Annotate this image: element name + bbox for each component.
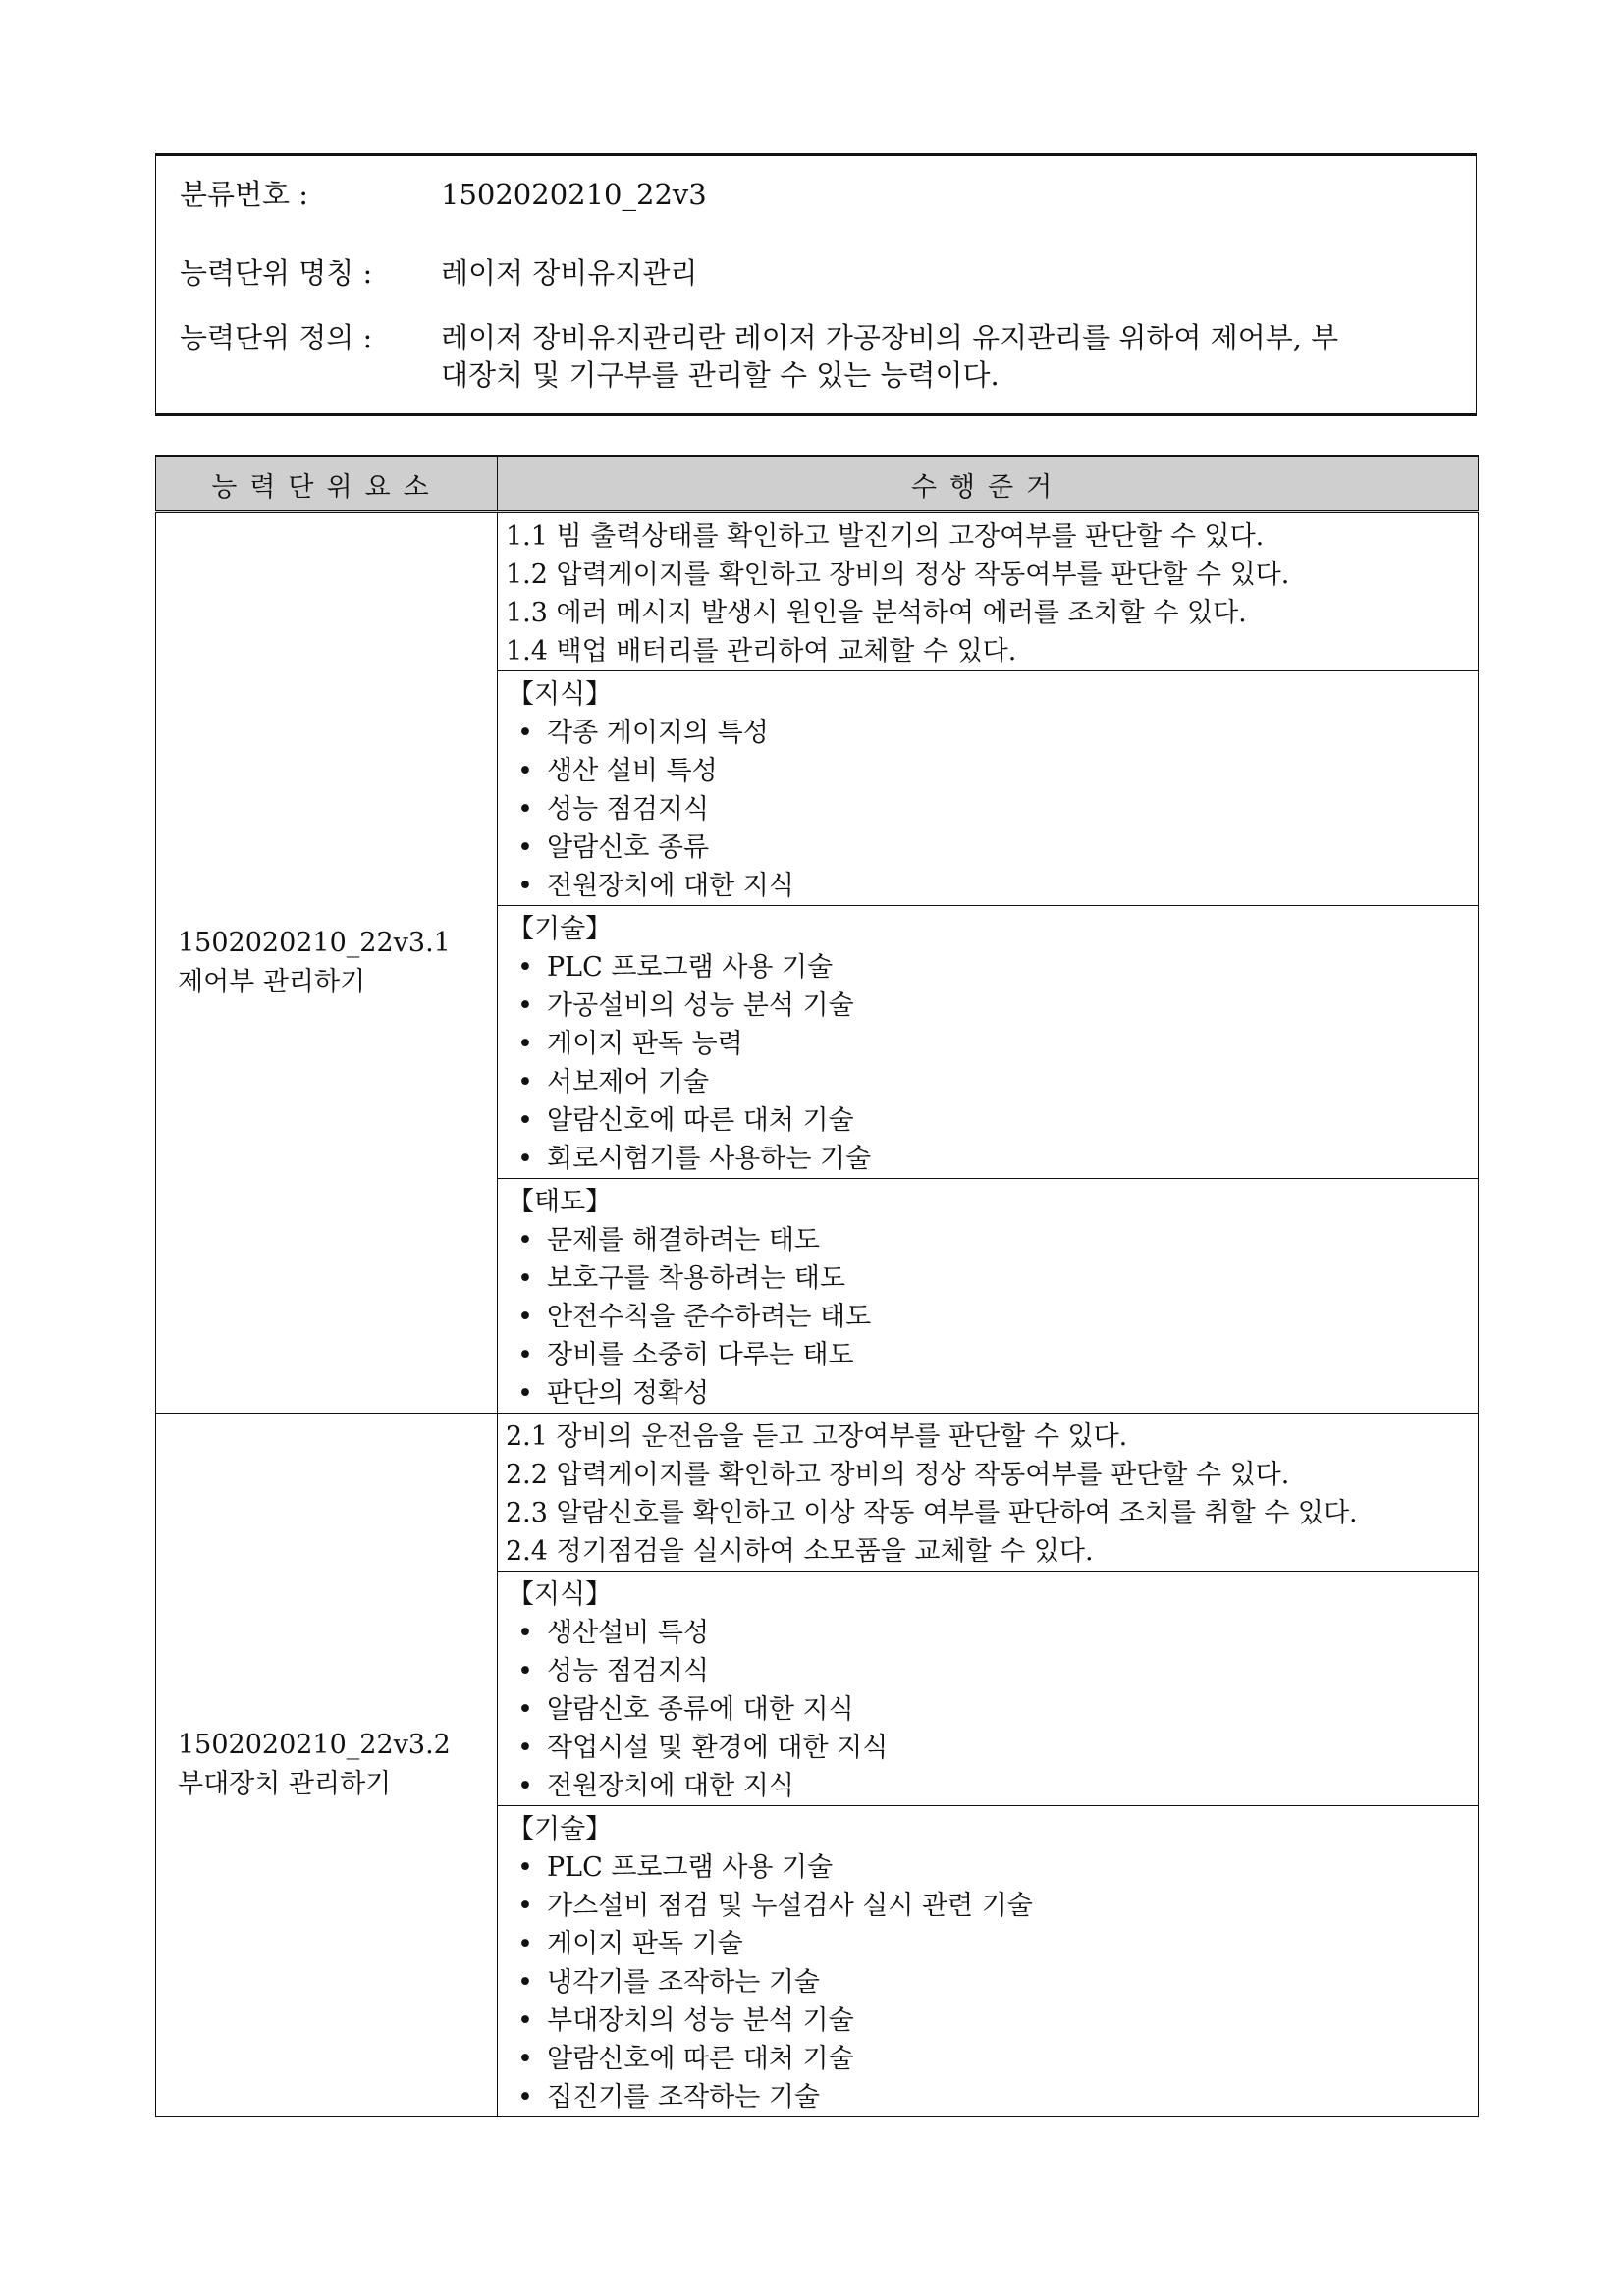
bullet: •	[517, 1144, 533, 1174]
bullet: •	[517, 756, 533, 786]
list-item	[506, 948, 1468, 987]
criteria-section	[498, 512, 1479, 671]
list-item-text: 알람신호 종류에 대한 지식	[547, 1694, 854, 1725]
list-item	[506, 1336, 1468, 1374]
list-item	[506, 2040, 1468, 2078]
bullet: •	[517, 1694, 533, 1725]
list-item	[506, 1140, 1468, 1178]
performance-criteria-table	[155, 455, 1479, 2117]
list-item-text: 집진기를 조작하는 기술	[547, 2082, 820, 2112]
bullet: •	[517, 952, 533, 983]
list-item	[506, 1101, 1468, 1140]
list-item	[506, 1025, 1468, 1063]
list-item-text: PLC 프로그램 사용 기술	[547, 1852, 834, 1883]
list-item-text: 보호구를 착용하려는 태도	[547, 1263, 846, 1294]
list-item	[506, 867, 1468, 905]
list-item	[506, 2002, 1468, 2040]
bullet: •	[517, 2082, 533, 2112]
criteria-line: 2.4 정기점검을 실시하여 소모품을 교체할 수 있다.	[506, 1536, 1094, 1567]
bullet: •	[517, 1891, 533, 1921]
skill-section	[498, 1806, 1479, 2117]
list-item	[506, 1259, 1468, 1298]
bullet: •	[517, 1067, 533, 1097]
bullet: •	[517, 832, 533, 863]
unit-definition-label: 능력단위 정의 :	[180, 321, 373, 354]
list-item-text: 가스설비 점검 및 누설검사 실시 관련 기술	[547, 1891, 1033, 1921]
list-item	[506, 828, 1468, 867]
list-item-text: 각종 게이지의 특성	[547, 718, 769, 748]
element-cell-1	[156, 512, 498, 1414]
bullet: •	[517, 1302, 533, 1332]
list-item-text: 부대장치의 성능 분석 기술	[547, 2005, 854, 2036]
list-item-text: PLC 프로그램 사용 기술	[547, 952, 834, 983]
list-item-text: 알람신호에 따른 대처 기술	[547, 2044, 854, 2074]
bullet: •	[517, 1852, 533, 1883]
unit-name-value: 레이저 장비유지관리	[441, 256, 698, 290]
list-item	[506, 1767, 1468, 1805]
unit-definition-value	[441, 319, 1456, 394]
section-title: 【지식】	[508, 679, 613, 710]
header-element: 능력단위요소	[156, 456, 498, 512]
list-item	[506, 1614, 1468, 1652]
bullet: •	[517, 1263, 533, 1294]
unit-definition-line-1: 레이저 장비유지관리란 레이저 가공장비의 유지관리를 위하여 제어부, 부	[441, 321, 1339, 354]
list-item-text: 회로시험기를 사용하는 기술	[547, 1144, 872, 1174]
list-item	[506, 1848, 1468, 1887]
list-item-text: 생산 설비 특성	[547, 756, 718, 786]
bullet: •	[517, 1378, 533, 1409]
unit-definition-line-2: 대장치 및 기구부를 관리할 수 있는 능력이다.	[441, 358, 1000, 392]
list-item-text: 전원장치에 대한 지식	[547, 1771, 794, 1801]
criteria-section	[498, 1414, 1479, 1572]
bullet: •	[517, 1967, 533, 1998]
bullet: •	[517, 1733, 533, 1763]
attitude-section	[498, 1179, 1479, 1414]
bullet: •	[517, 871, 533, 901]
knowledge-section	[498, 671, 1479, 906]
bullet: •	[517, 1618, 533, 1648]
list-item	[506, 752, 1468, 790]
list-item	[506, 1221, 1468, 1259]
list-item-text: 전원장치에 대한 지식	[547, 871, 794, 901]
element-cell-2	[156, 1414, 498, 2117]
list-item-text: 생산설비 특성	[547, 1618, 710, 1648]
classification-label: 분류번호 :	[180, 178, 309, 211]
criteria-line: 1.3 에러 메시지 발생시 원인을 분석하여 에러를 조치할 수 있다.	[506, 598, 1247, 628]
knowledge-section	[498, 1572, 1479, 1806]
list-item	[506, 1298, 1468, 1336]
list-item-text: 알람신호에 따른 대처 기술	[547, 1105, 854, 1136]
list-item-text: 게이지 판독 능력	[547, 1029, 743, 1059]
list-item	[506, 1374, 1468, 1413]
criteria-line: 1.4 백업 배터리를 관리하여 교체할 수 있다.	[506, 636, 1017, 667]
list-item	[506, 714, 1468, 752]
unit-info-box	[155, 153, 1477, 416]
bullet: •	[517, 2044, 533, 2074]
bullet: •	[517, 1225, 533, 1255]
list-item-text: 판단의 정확성	[547, 1378, 710, 1409]
element-name: 부대장치 관리하기	[178, 1769, 392, 1799]
skill-section	[498, 906, 1479, 1179]
list-item	[506, 987, 1468, 1025]
list-item	[506, 1729, 1468, 1767]
section-title: 【지식】	[508, 1579, 613, 1610]
list-item	[506, 1652, 1468, 1690]
list-item-text: 냉각기를 조작하는 기술	[547, 1967, 820, 1998]
list-item-text: 안전수칙을 준수하려는 태도	[547, 1302, 872, 1332]
list-item-text: 알람신호 종류	[547, 832, 710, 863]
table-header-row	[156, 456, 1479, 512]
bullet: •	[517, 2005, 533, 2036]
bullet: •	[517, 1929, 533, 1959]
bullet: •	[517, 1105, 533, 1136]
section-title: 【기술】	[508, 914, 613, 944]
list-item	[506, 1925, 1468, 1963]
list-item-text: 작업시설 및 환경에 대한 지식	[547, 1733, 889, 1763]
list-item	[506, 1963, 1468, 2002]
classification-value: 1502020210_22v3	[441, 178, 707, 211]
list-item	[506, 790, 1468, 828]
bullet: •	[517, 990, 533, 1021]
list-item-text: 게이지 판독 기술	[547, 1929, 743, 1959]
list-item-text: 성능 점검지식	[547, 1656, 710, 1686]
bullet: •	[517, 1656, 533, 1686]
criteria-line: 1.2 압력게이지를 확인하고 장비의 정상 작동여부를 판단할 수 있다.	[506, 560, 1290, 590]
table-row	[156, 1414, 1479, 1572]
criteria-line: 2.3 알람신호를 확인하고 이상 작동 여부를 판단하여 조치를 취할 수 있다.	[506, 1498, 1358, 1528]
bullet: •	[517, 1340, 533, 1370]
list-item-text: 서보제어 기술	[547, 1067, 710, 1097]
element-code: 1502020210_22v3.2	[178, 1730, 451, 1760]
list-item-text: 성능 점검지식	[547, 794, 710, 825]
criteria-line: 2.1 장비의 운전음을 듣고 고장여부를 판단할 수 있다.	[506, 1421, 1128, 1452]
element-code: 1502020210_22v3.1	[178, 928, 451, 958]
table-row	[156, 512, 1479, 671]
bullet: •	[517, 718, 533, 748]
bullet: •	[517, 794, 533, 825]
list-item	[506, 1690, 1468, 1729]
list-item	[506, 1063, 1468, 1101]
section-title: 【기술】	[508, 1814, 613, 1844]
list-item-text: 가공설비의 성능 분석 기술	[547, 990, 854, 1021]
header-criteria: 수행준거	[498, 456, 1479, 512]
criteria-line: 1.1 빔 출력상태를 확인하고 발진기의 고장여부를 판단할 수 있다.	[506, 521, 1265, 552]
list-item-text: 문제를 해결하려는 태도	[547, 1225, 820, 1255]
list-item	[506, 2078, 1468, 2116]
bullet: •	[517, 1771, 533, 1801]
criteria-line: 2.2 압력게이지를 확인하고 장비의 정상 작동여부를 판단할 수 있다.	[506, 1460, 1290, 1490]
section-title: 【태도】	[508, 1187, 613, 1217]
unit-name-label: 능력단위 명칭 :	[180, 256, 373, 290]
list-item	[506, 1887, 1468, 1925]
list-item-text: 장비를 소중히 다루는 태도	[547, 1340, 854, 1370]
element-name: 제어부 관리하기	[178, 967, 366, 997]
bullet: •	[517, 1029, 533, 1059]
